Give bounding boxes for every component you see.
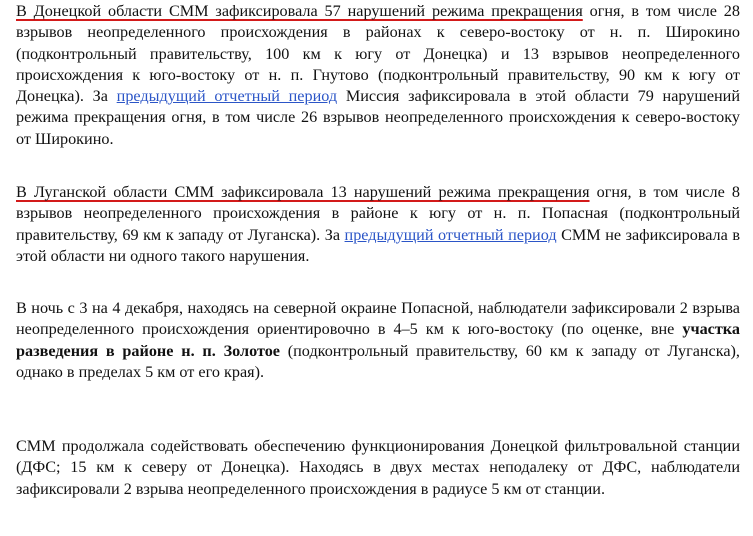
luhansk-text-a: огня, в том числе 8 взрывов неопределенного происхождения в районе к югу от н. п. Попасная (подконтрольный правительству, 69 км к западу от Луганска). За <box>16 183 740 244</box>
paragraph-dfs <box>16 436 740 500</box>
previous-period-link-donetsk[interactable]: предыдущий отчетный период <box>116 87 338 106</box>
dfs-text: СММ продолжала содействовать обеспечению функционирования Донецкой фильтровальной станции (ДФС; 15 км к северу от Донецка). Находясь в двух местах неподалеку от ДФС, наблюдатели зафиксировали 2 взрыва неопределенного происхождения в радиусе 5 км от станции. <box>16 437 740 498</box>
luhansk-highlight: В Луганской области СММ зафиксировала 13 нарушений режима прекращения <box>16 183 590 201</box>
previous-period-link-luhansk[interactable]: предыдущий отчетный период <box>344 225 557 244</box>
paragraph-popasna <box>16 298 740 383</box>
donetsk-text-b: Миссия зафиксировала в этой области 79 нарушений режима прекращения огня, в том числе 26 взрывов неопределенного происхождения к северо-востоку от Широкино. <box>16 87 740 148</box>
paragraph-luhansk <box>16 182 740 267</box>
popasna-text-a: В ночь с 3 на 4 декабря, находясь на северной окраине Попасной, наблюдатели зафиксировали 2 взрыва неопределенного происхождения ориентировочно в 4–5 км к юго-востоку (по оценке, вне <box>16 299 740 339</box>
popasna-text-b: (подконтрольный правительству, 60 км к западу от Луганска), однако в пределах 5 км от его края). <box>16 341 740 381</box>
popasna-bold-area: участка разведения в районе н. п. Золотое <box>16 320 740 360</box>
donetsk-text-a: огня, в том числе 28 взрывов неопределенного происхождения в районах к северо-востоку от н. п. Широкино (подконтрольный правительству, 100 км к югу от Донецка) и 13 взрывов неопределенного происхождения к юго-востоку от н. п. Гнутово (подконтрольный правительству, 90 км к югу от Донецка). За <box>16 2 740 106</box>
luhansk-text-b: СММ не зафиксировала в этой области ни одного такого нарушения. <box>16 225 740 265</box>
paragraph-donetsk <box>16 1 740 150</box>
donetsk-highlight: В Донецкой области СММ зафиксировала 57 нарушений режима прекращения <box>16 2 583 20</box>
